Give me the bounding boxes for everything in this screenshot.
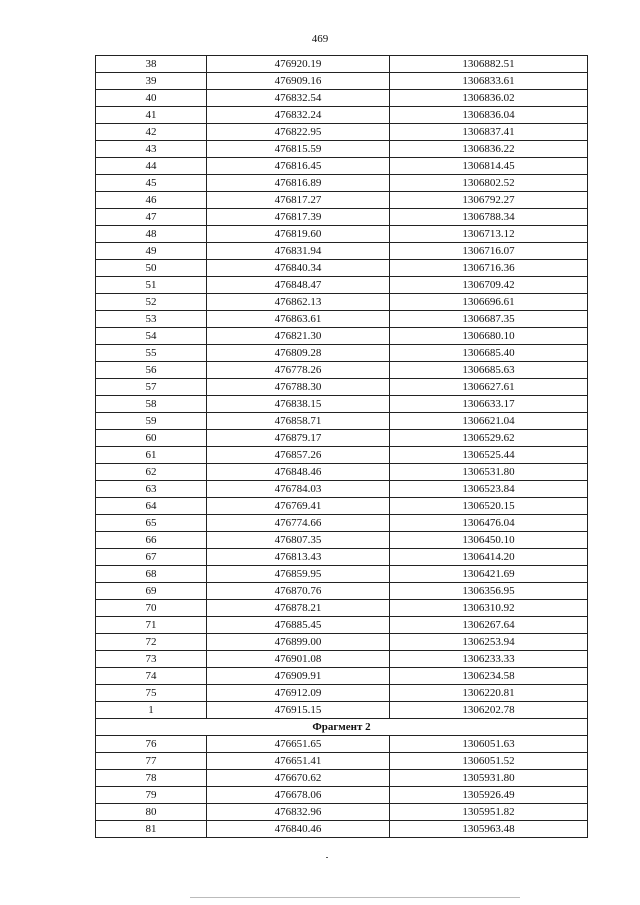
point-number-cell: 48 bbox=[96, 226, 207, 243]
point-number-cell: 63 bbox=[96, 481, 207, 498]
table-row bbox=[96, 753, 588, 770]
y-coordinate-cell: 1306788.34 bbox=[390, 209, 588, 226]
y-coordinate-cell: 1305951.82 bbox=[390, 804, 588, 821]
coordinates-table bbox=[95, 55, 588, 838]
y-coordinate-cell: 1306882.51 bbox=[390, 56, 588, 73]
y-coordinate-cell: 1306802.52 bbox=[390, 175, 588, 192]
x-coordinate-cell: 476769.41 bbox=[207, 498, 390, 515]
x-coordinate-cell: 476821.30 bbox=[207, 328, 390, 345]
y-coordinate-cell: 1306523.84 bbox=[390, 481, 588, 498]
point-number-cell: 78 bbox=[96, 770, 207, 787]
y-coordinate-cell: 1306450.10 bbox=[390, 532, 588, 549]
y-coordinate-cell: 1306310.92 bbox=[390, 600, 588, 617]
y-coordinate-cell: 1306051.63 bbox=[390, 736, 588, 753]
x-coordinate-cell: 476862.13 bbox=[207, 294, 390, 311]
x-coordinate-cell: 476817.39 bbox=[207, 209, 390, 226]
x-coordinate-cell: 476870.76 bbox=[207, 583, 390, 600]
y-coordinate-cell: 1306414.20 bbox=[390, 549, 588, 566]
y-coordinate-cell: 1306267.64 bbox=[390, 617, 588, 634]
table-row bbox=[96, 158, 588, 175]
table-row bbox=[96, 141, 588, 158]
y-coordinate-cell: 1306836.02 bbox=[390, 90, 588, 107]
coordinates-table-body bbox=[96, 56, 588, 838]
x-coordinate-cell: 476815.59 bbox=[207, 141, 390, 158]
point-number-cell: 1 bbox=[96, 702, 207, 719]
x-coordinate-cell: 476670.62 bbox=[207, 770, 390, 787]
y-coordinate-cell: 1305926.49 bbox=[390, 787, 588, 804]
table-row bbox=[96, 481, 588, 498]
point-number-cell: 70 bbox=[96, 600, 207, 617]
x-coordinate-cell: 476816.45 bbox=[207, 158, 390, 175]
point-number-cell: 56 bbox=[96, 362, 207, 379]
table-row bbox=[96, 464, 588, 481]
table-row bbox=[96, 175, 588, 192]
point-number-cell: 52 bbox=[96, 294, 207, 311]
point-number-cell: 81 bbox=[96, 821, 207, 838]
point-number-cell: 46 bbox=[96, 192, 207, 209]
table-row bbox=[96, 498, 588, 515]
y-coordinate-cell: 1306836.04 bbox=[390, 107, 588, 124]
x-coordinate-cell: 476809.28 bbox=[207, 345, 390, 362]
y-coordinate-cell: 1306233.33 bbox=[390, 651, 588, 668]
point-number-cell: 55 bbox=[96, 345, 207, 362]
x-coordinate-cell: 476678.06 bbox=[207, 787, 390, 804]
x-coordinate-cell: 476819.60 bbox=[207, 226, 390, 243]
table-row bbox=[96, 396, 588, 413]
bottom-edge-line bbox=[190, 897, 520, 898]
point-number-cell: 69 bbox=[96, 583, 207, 600]
point-number-cell: 38 bbox=[96, 56, 207, 73]
point-number-cell: 79 bbox=[96, 787, 207, 804]
point-number-cell: 65 bbox=[96, 515, 207, 532]
y-coordinate-cell: 1306713.12 bbox=[390, 226, 588, 243]
y-coordinate-cell: 1306836.22 bbox=[390, 141, 588, 158]
x-coordinate-cell: 476788.30 bbox=[207, 379, 390, 396]
point-number-cell: 54 bbox=[96, 328, 207, 345]
table-row bbox=[96, 566, 588, 583]
y-coordinate-cell: 1306680.10 bbox=[390, 328, 588, 345]
x-coordinate-cell: 476857.26 bbox=[207, 447, 390, 464]
point-number-cell: 72 bbox=[96, 634, 207, 651]
table-row bbox=[96, 651, 588, 668]
x-coordinate-cell: 476863.61 bbox=[207, 311, 390, 328]
table-row bbox=[96, 226, 588, 243]
x-coordinate-cell: 476909.16 bbox=[207, 73, 390, 90]
table-row bbox=[96, 294, 588, 311]
y-coordinate-cell: 1306685.63 bbox=[390, 362, 588, 379]
table-row bbox=[96, 821, 588, 838]
point-number-cell: 40 bbox=[96, 90, 207, 107]
section-heading: Фрагмент 2 bbox=[96, 719, 588, 736]
y-coordinate-cell: 1305963.48 bbox=[390, 821, 588, 838]
table-row bbox=[96, 787, 588, 804]
point-number-cell: 75 bbox=[96, 685, 207, 702]
x-coordinate-cell: 476651.65 bbox=[207, 736, 390, 753]
y-coordinate-cell: 1306685.40 bbox=[390, 345, 588, 362]
y-coordinate-cell: 1306051.52 bbox=[390, 753, 588, 770]
table-row bbox=[96, 243, 588, 260]
point-number-cell: 68 bbox=[96, 566, 207, 583]
table-row bbox=[96, 209, 588, 226]
point-number-cell: 59 bbox=[96, 413, 207, 430]
x-coordinate-cell: 476878.21 bbox=[207, 600, 390, 617]
point-number-cell: 60 bbox=[96, 430, 207, 447]
table-row bbox=[96, 549, 588, 566]
y-coordinate-cell: 1306356.95 bbox=[390, 583, 588, 600]
point-number-cell: 39 bbox=[96, 73, 207, 90]
x-coordinate-cell: 476899.00 bbox=[207, 634, 390, 651]
y-coordinate-cell: 1306531.80 bbox=[390, 464, 588, 481]
y-coordinate-cell: 1306633.17 bbox=[390, 396, 588, 413]
x-coordinate-cell: 476831.94 bbox=[207, 243, 390, 260]
x-coordinate-cell: 476822.95 bbox=[207, 124, 390, 141]
x-coordinate-cell: 476832.54 bbox=[207, 90, 390, 107]
table-row bbox=[96, 447, 588, 464]
point-number-cell: 51 bbox=[96, 277, 207, 294]
section-heading-row bbox=[96, 719, 588, 736]
point-number-cell: 49 bbox=[96, 243, 207, 260]
x-coordinate-cell: 476848.46 bbox=[207, 464, 390, 481]
table-row bbox=[96, 345, 588, 362]
point-number-cell: 64 bbox=[96, 498, 207, 515]
y-coordinate-cell: 1306814.45 bbox=[390, 158, 588, 175]
y-coordinate-cell: 1306520.15 bbox=[390, 498, 588, 515]
x-coordinate-cell: 476778.26 bbox=[207, 362, 390, 379]
y-coordinate-cell: 1305931.80 bbox=[390, 770, 588, 787]
page-number: 469 bbox=[311, 33, 329, 45]
y-coordinate-cell: 1306220.81 bbox=[390, 685, 588, 702]
y-coordinate-cell: 1306421.69 bbox=[390, 566, 588, 583]
y-coordinate-cell: 1306525.44 bbox=[390, 447, 588, 464]
y-coordinate-cell: 1306621.04 bbox=[390, 413, 588, 430]
y-coordinate-cell: 1306234.58 bbox=[390, 668, 588, 685]
table-row bbox=[96, 328, 588, 345]
table-row bbox=[96, 617, 588, 634]
y-coordinate-cell: 1306716.07 bbox=[390, 243, 588, 260]
table-row bbox=[96, 532, 588, 549]
table-row bbox=[96, 379, 588, 396]
point-number-cell: 41 bbox=[96, 107, 207, 124]
footer-mark bbox=[326, 857, 328, 858]
y-coordinate-cell: 1306837.41 bbox=[390, 124, 588, 141]
x-coordinate-cell: 476838.15 bbox=[207, 396, 390, 413]
y-coordinate-cell: 1306529.62 bbox=[390, 430, 588, 447]
table-row bbox=[96, 804, 588, 821]
point-number-cell: 61 bbox=[96, 447, 207, 464]
table-row bbox=[96, 583, 588, 600]
table-row bbox=[96, 413, 588, 430]
x-coordinate-cell: 476813.43 bbox=[207, 549, 390, 566]
table-row bbox=[96, 430, 588, 447]
x-coordinate-cell: 476784.03 bbox=[207, 481, 390, 498]
table-row bbox=[96, 515, 588, 532]
y-coordinate-cell: 1306833.61 bbox=[390, 73, 588, 90]
point-number-cell: 42 bbox=[96, 124, 207, 141]
point-number-cell: 71 bbox=[96, 617, 207, 634]
table-row bbox=[96, 311, 588, 328]
x-coordinate-cell: 476816.89 bbox=[207, 175, 390, 192]
point-number-cell: 66 bbox=[96, 532, 207, 549]
table-row bbox=[96, 107, 588, 124]
x-coordinate-cell: 476885.45 bbox=[207, 617, 390, 634]
x-coordinate-cell: 476879.17 bbox=[207, 430, 390, 447]
x-coordinate-cell: 476859.95 bbox=[207, 566, 390, 583]
point-number-cell: 80 bbox=[96, 804, 207, 821]
point-number-cell: 77 bbox=[96, 753, 207, 770]
y-coordinate-cell: 1306627.61 bbox=[390, 379, 588, 396]
point-number-cell: 44 bbox=[96, 158, 207, 175]
point-number-cell: 45 bbox=[96, 175, 207, 192]
point-number-cell: 53 bbox=[96, 311, 207, 328]
x-coordinate-cell: 476832.96 bbox=[207, 804, 390, 821]
point-number-cell: 50 bbox=[96, 260, 207, 277]
y-coordinate-cell: 1306202.78 bbox=[390, 702, 588, 719]
point-number-cell: 74 bbox=[96, 668, 207, 685]
table-row bbox=[96, 668, 588, 685]
table-row bbox=[96, 192, 588, 209]
table-row bbox=[96, 702, 588, 719]
x-coordinate-cell: 476807.35 bbox=[207, 532, 390, 549]
x-coordinate-cell: 476858.71 bbox=[207, 413, 390, 430]
table-row bbox=[96, 90, 588, 107]
y-coordinate-cell: 1306709.42 bbox=[390, 277, 588, 294]
x-coordinate-cell: 476912.09 bbox=[207, 685, 390, 702]
table-row bbox=[96, 260, 588, 277]
y-coordinate-cell: 1306716.36 bbox=[390, 260, 588, 277]
table-row bbox=[96, 634, 588, 651]
table-row bbox=[96, 770, 588, 787]
x-coordinate-cell: 476840.34 bbox=[207, 260, 390, 277]
table-row bbox=[96, 277, 588, 294]
y-coordinate-cell: 1306696.61 bbox=[390, 294, 588, 311]
x-coordinate-cell: 476901.08 bbox=[207, 651, 390, 668]
point-number-cell: 62 bbox=[96, 464, 207, 481]
x-coordinate-cell: 476832.24 bbox=[207, 107, 390, 124]
y-coordinate-cell: 1306476.04 bbox=[390, 515, 588, 532]
x-coordinate-cell: 476651.41 bbox=[207, 753, 390, 770]
table-row bbox=[96, 362, 588, 379]
table-row bbox=[96, 600, 588, 617]
x-coordinate-cell: 476774.66 bbox=[207, 515, 390, 532]
point-number-cell: 43 bbox=[96, 141, 207, 158]
x-coordinate-cell: 476848.47 bbox=[207, 277, 390, 294]
x-coordinate-cell: 476909.91 bbox=[207, 668, 390, 685]
x-coordinate-cell: 476915.15 bbox=[207, 702, 390, 719]
point-number-cell: 47 bbox=[96, 209, 207, 226]
point-number-cell: 58 bbox=[96, 396, 207, 413]
table-row bbox=[96, 685, 588, 702]
point-number-cell: 57 bbox=[96, 379, 207, 396]
y-coordinate-cell: 1306687.35 bbox=[390, 311, 588, 328]
table-row bbox=[96, 124, 588, 141]
point-number-cell: 73 bbox=[96, 651, 207, 668]
y-coordinate-cell: 1306792.27 bbox=[390, 192, 588, 209]
table-row bbox=[96, 56, 588, 73]
point-number-cell: 76 bbox=[96, 736, 207, 753]
x-coordinate-cell: 476817.27 bbox=[207, 192, 390, 209]
table-row bbox=[96, 736, 588, 753]
x-coordinate-cell: 476920.19 bbox=[207, 56, 390, 73]
point-number-cell: 67 bbox=[96, 549, 207, 566]
y-coordinate-cell: 1306253.94 bbox=[390, 634, 588, 651]
table-row bbox=[96, 73, 588, 90]
x-coordinate-cell: 476840.46 bbox=[207, 821, 390, 838]
